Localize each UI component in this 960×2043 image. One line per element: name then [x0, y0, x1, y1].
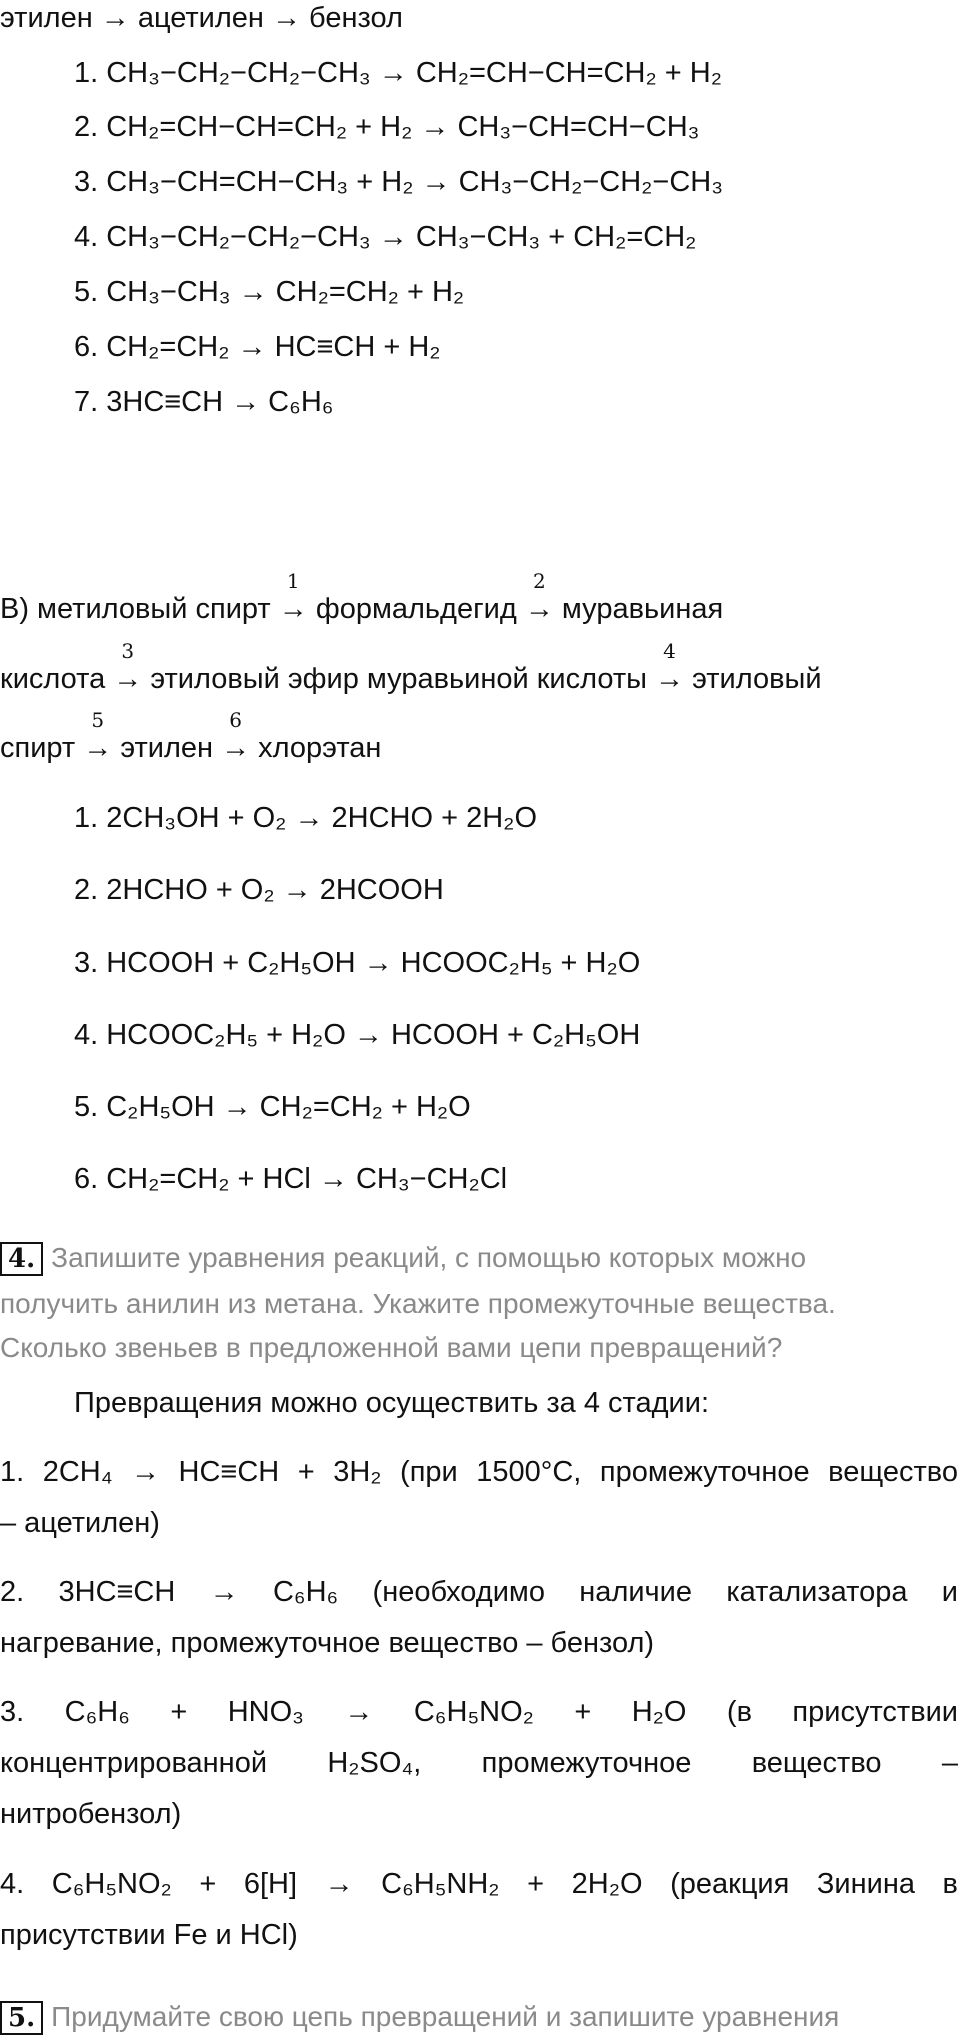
- step-number: 3: [121, 639, 135, 663]
- chain-substance: этилен: [120, 732, 214, 764]
- task-4-question-line: Сколько звеньев в предложенной вами цепи превращений?: [0, 1332, 783, 1363]
- answer-step-continuation: присутствии Fe и HCl): [0, 1919, 298, 1951]
- justified-line: концентрированной H₂SO₄, промежуточное вещество –: [0, 1747, 958, 1779]
- step-number: 2: [532, 569, 546, 593]
- equation-line: 6. CH₂=CH₂ + HCl → CH₃−CH₂Cl: [74, 1163, 508, 1195]
- equation-line: 7. 3HC≡CH → C₆H₆: [74, 386, 334, 418]
- task-4-question-line: 4. Запишите уравнения реакций, с помощью которых можно: [0, 1240, 806, 1276]
- chain-arrow: 3 →: [113, 639, 143, 695]
- chain-v-line-1: [0, 569, 724, 627]
- chain-arrow: 4 →: [655, 639, 685, 695]
- task-number-badge: 5.: [0, 2001, 43, 2035]
- chain-arrow: 6 →: [221, 708, 251, 764]
- chain-substance: кислота: [0, 663, 106, 695]
- step-number: 5: [91, 708, 105, 732]
- equation-line: 5. CH₃−CH₃ → CH₂=CH₂ + H₂: [74, 276, 465, 308]
- equation-line: 4. HCOOC₂H₅ + H₂O → HCOOH + C₂H₅OH: [74, 1019, 641, 1051]
- chain-v-line-2: [0, 639, 822, 697]
- justified-line: 4. C₆H₅NO₂ + 6[H] → C₆H₅NH₂ + 2H₂O (реакция Зинина в: [0, 1868, 958, 1900]
- step-number: 6: [229, 708, 242, 732]
- answer-step-continuation: нитробензол): [0, 1798, 182, 1830]
- equation-line: 3. HCOOH + C₂H₅OH → HCOOC₂H₅ + H₂O: [74, 947, 641, 979]
- task-5-question-line: 5. Придумайте свою цепь превращений и запишите уравнения: [0, 1999, 839, 2035]
- answer-step: [0, 1694, 958, 1730]
- task-number-badge: 4.: [0, 1242, 43, 1276]
- equation-line: 2. 2HCHO + O₂ → 2HCOOH: [74, 874, 444, 906]
- chain-v-line-3: [0, 708, 382, 766]
- task-4-question-line: получить анилин из метана. Укажите промежуточные вещества.: [0, 1288, 836, 1319]
- answer-step: [0, 1454, 958, 1490]
- equation-line: 1. 2CH₃OH + O₂ → 2HCHO + 2H₂O: [74, 802, 537, 834]
- chain-arrow: 5 →: [83, 708, 113, 764]
- chain-substance: В) метиловый спирт: [0, 593, 271, 625]
- answer-step-continuation: нагревание, промежуточное вещество – бензол): [0, 1627, 655, 1659]
- answer-intro: Превращения можно осуществить за 4 стадии:: [74, 1387, 709, 1419]
- chain-substance: формальдегид: [315, 593, 517, 625]
- equation-line: 4. CH₃−CH₂−CH₂−CH₃ → CH₃−CH₃ + CH₂=CH₂: [74, 221, 697, 253]
- justified-line: 3. C₆H₆ + HNO₃ → C₆H₅NO₂ + H₂O (в присутствии: [0, 1696, 958, 1728]
- justified-line: 2. 3HC≡CH → C₆H₆ (необходимо наличие катализатора и: [0, 1576, 958, 1608]
- equation-line: 6. CH₂=CH₂ → HC≡CH + H₂: [74, 331, 441, 363]
- chain-heading: этилен → ацетилен → бензол: [0, 2, 403, 34]
- equation-line: 5. C₂H₅OH → CH₂=CH₂ + H₂O: [74, 1091, 471, 1123]
- chain-substance: муравьиная: [561, 593, 724, 625]
- chain-arrow: 1 →: [278, 569, 308, 625]
- answer-step: [0, 1574, 958, 1610]
- equation-line: 3. CH₃−CH=CH−CH₃ + H₂ → CH₃−CH₂−CH₂−CH₃: [74, 166, 724, 198]
- chain-substance: спирт: [0, 732, 76, 764]
- equation-line: 1. CH₃−CH₂−CH₂−CH₃ → CH₂=CH−CH=CH₂ + H₂: [74, 57, 722, 89]
- step-number: 1: [286, 569, 300, 593]
- chain-substance: этиловый эфир муравьиной кислоты: [150, 663, 647, 695]
- chain-substance: этиловый: [692, 663, 822, 695]
- chain-arrow: 2 →: [524, 569, 554, 625]
- chain-substance: хлорэтан: [258, 732, 382, 764]
- justified-line: 1. 2CH₄ → HC≡CH + 3H₂ (при 1500°C, промежуточное вещество: [0, 1456, 958, 1488]
- equation-line: 2. CH₂=CH−CH=CH₂ + H₂ → CH₃−CH=CH−CH₃: [74, 111, 700, 143]
- answer-step: [0, 1866, 958, 1902]
- answer-step-continuation: – ацетилен): [0, 1507, 160, 1539]
- answer-step: [0, 1745, 958, 1781]
- step-number: 4: [663, 639, 676, 663]
